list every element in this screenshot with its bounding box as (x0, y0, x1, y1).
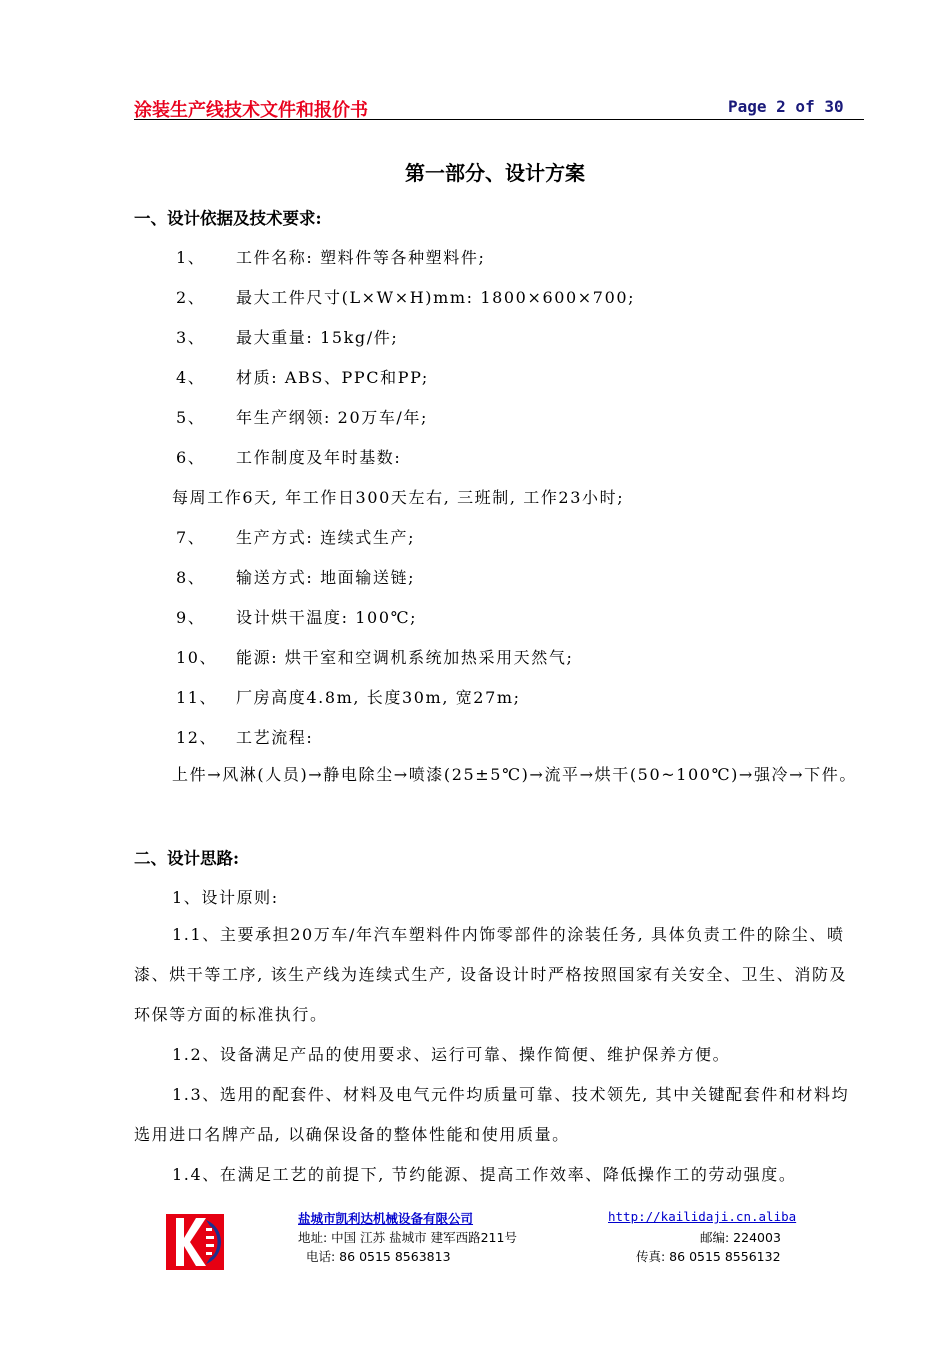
list-item-number: 3、 (176, 328, 206, 347)
list-item-number: 7、 (176, 528, 206, 547)
paragraph: 1.4、在满足工艺的前提下, 节约能源、提高工作效率、降低操作工的劳动强度。 (172, 1165, 797, 1184)
list-item-text: 最大工件尺寸(L×W×H)mm: 1800×600×700; (236, 288, 636, 307)
list-item-text: 工艺流程: (236, 728, 314, 747)
part1-heading: 一、设计依据及技术要求: (134, 209, 322, 228)
paragraph: 1.3、选用的配套件、材料及电气元件均质量可靠、技术领先, 其中关键配套件和材料均选用进口名牌产品, 以确保设备的整体性能和使用质量。 (134, 1085, 850, 1144)
header-divider (134, 119, 864, 120)
list-item-number: 1、 (176, 248, 206, 267)
schedule-note: 每周工作6天, 年工作日300天左右, 三班制, 工作23小时; (172, 488, 625, 507)
list-item-text: 输送方式: 地面输送链; (236, 568, 416, 587)
list-item-text: 设计烘干温度: 100℃; (236, 608, 418, 627)
process-flow: 上件→风淋(人员)→静电除尘→喷漆(25±5℃)→流平→烘干(50~100℃)→强冷→下件。 (172, 765, 857, 784)
list-item-number: 2、 (176, 288, 206, 307)
company-name[interactable]: 盐城市凯利达机械设备有限公司 (298, 1211, 474, 1226)
fax-number: 传真: 86 0515 8556132 (636, 1249, 781, 1264)
list-item-number: 12、 (176, 728, 218, 747)
design-principles-heading: 1、设计原则: (172, 888, 279, 907)
company-logo-icon (166, 1214, 224, 1270)
list-item-text: 工作制度及年时基数: (236, 448, 402, 467)
list-item-text: 生产方式: 连续式生产; (236, 528, 416, 547)
page-number: Page 2 of 30 (728, 97, 844, 116)
phone-number: 电话: 86 0515 8563813 (306, 1249, 451, 1264)
part2-heading: 二、设计思路: (134, 849, 240, 868)
section-title: 第一部分、设计方案 (405, 161, 585, 185)
list-item-number: 10、 (176, 648, 218, 667)
list-item-number: 6、 (176, 448, 206, 467)
list-item-text: 厂房高度4.8m, 长度30m, 宽27m; (236, 688, 521, 707)
company-website-link[interactable]: http://kailidaji.cn.aliba (608, 1209, 797, 1224)
list-item-text: 工件名称: 塑料件等各种塑料件; (236, 248, 486, 267)
list-item-number: 9、 (176, 608, 206, 627)
list-item-number: 11、 (176, 688, 218, 707)
paragraph: 1.2、设备满足产品的使用要求、运行可靠、操作简便、维护保养方便。 (172, 1045, 731, 1064)
list-item-text: 能源: 烘干室和空调机系统加热采用天然气; (236, 648, 574, 667)
document-title: 涂装生产线技术文件和报价书 (134, 100, 368, 121)
list-item-number: 5、 (176, 408, 206, 427)
postal-code: 邮编: 224003 (700, 1230, 781, 1245)
list-item-text: 材质: ABS、PPC和PP; (236, 368, 429, 387)
list-item-number: 8、 (176, 568, 206, 587)
company-address: 地址: 中国 江苏 盐城市 建军西路211号 (298, 1230, 517, 1245)
paragraph: 1.1、主要承担20万车/年汽车塑料件内饰零部件的涂装任务, 具体负责工件的除尘、喷漆、烘干等工序, 该生产线为连续式生产, 设备设计时严格按照国家有关安全、卫生、消防及环保等方面的标准执行。 (134, 925, 848, 1024)
list-item-text: 年生产纲领: 20万车/年; (236, 408, 429, 427)
list-item-number: 4、 (176, 368, 206, 387)
list-item-text: 最大重量: 15kg/件; (236, 328, 399, 347)
